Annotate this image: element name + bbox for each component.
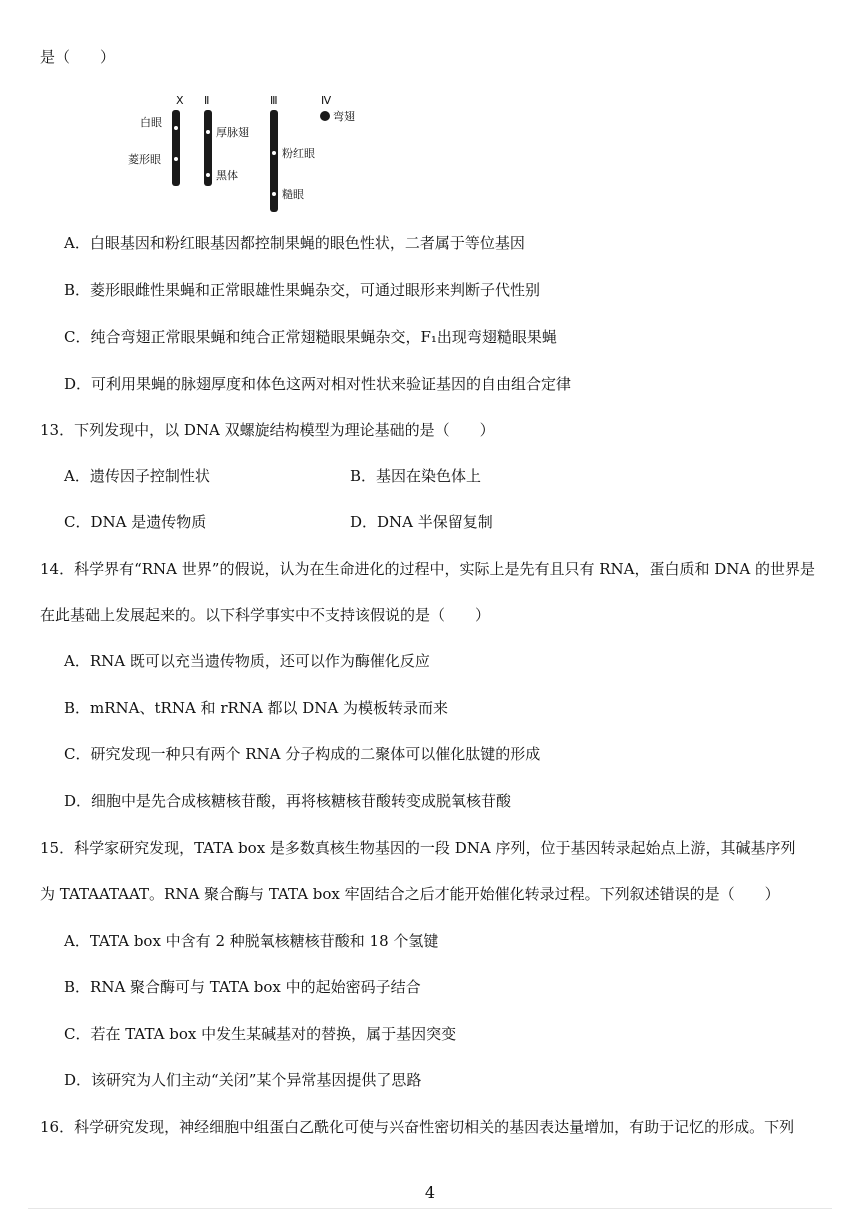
rhombic-eye-locus <box>174 157 178 161</box>
black-body-locus <box>206 173 210 177</box>
chromosome-diagram <box>120 88 380 216</box>
bent-wing-label: 弯翅 <box>333 110 355 123</box>
q15-option-d: D．该研究为人们主动“关闭”某个异常基因提供了思路 <box>64 1071 422 1089</box>
black-body-label: 黑体 <box>216 169 238 182</box>
chromosome-3-label: Ⅲ <box>270 94 278 107</box>
q12-option-a: A．白眼基因和粉红眼基因都控制果蝇的眼色性状，二者属于等位基因 <box>64 234 525 252</box>
chromosome-4 <box>320 111 330 121</box>
q15-option-a: A．TATA box 中含有 2 种脱氧核糖核苷酸和 18 个氢键 <box>64 932 439 950</box>
page-divider <box>28 1208 832 1209</box>
page-number: 4 <box>424 1183 436 1202</box>
chromosome-x <box>172 110 180 186</box>
q13-stem: 13．下列发现中，以 DNA 双螺旋结构模型为理论基础的是（ ） <box>40 421 495 439</box>
chromosome-4-label: Ⅳ <box>321 94 332 107</box>
q15-stem-line2: 为 TATAATAAT。RNA 聚合酶与 TATA box 牢固结合之后才能开始催化转录过程。下列叙述错误的是（ ） <box>40 885 780 903</box>
q15-stem-line1: 15．科学家研究发现，TATA box 是多数真核生物基因的一段 DNA 序列，位于基因转录起始点上游，其碱基序列 <box>40 839 796 857</box>
q13-option-b: B．基因在染色体上 <box>350 467 482 485</box>
rough-eye-label: 糙眼 <box>282 188 304 201</box>
white-eye-label: 白眼 <box>140 116 162 129</box>
q12-option-b: B．菱形眼雌性果蝇和正常眼雄性果蝇杂交，可通过眼形来判断子代性别 <box>64 281 541 299</box>
thick-vein-locus <box>206 130 210 134</box>
pink-eye-label: 粉红眼 <box>282 147 315 160</box>
white-eye-locus <box>174 126 178 130</box>
chromosome-3 <box>270 110 278 212</box>
q15-option-c: C．若在 TATA box 中发生某碱基对的替换，属于基因突变 <box>64 1025 457 1043</box>
q15-option-b: B．RNA 聚合酶可与 TATA box 中的起始密码子结合 <box>64 978 421 996</box>
chromosome-2-label: Ⅱ <box>204 94 210 107</box>
q14-option-d: D．细胞中是先合成核糖核苷酸，再将核糖核苷酸转变成脱氧核苷酸 <box>64 792 512 810</box>
thick-vein-label: 厚脉翅 <box>216 126 249 139</box>
question-12-tail: 是（ ） <box>40 48 116 66</box>
q16-stem-line1: 16．科学研究发现，神经细胞中组蛋白乙酰化可使与兴奋性密切相关的基因表达量增加，有助于记忆的形成。下列 <box>40 1118 795 1136</box>
q12-option-c: C．纯合弯翅正常眼果蝇和纯合正常翅糙眼果蝇杂交，F₁出现弯翅糙眼果蝇 <box>64 328 557 346</box>
q14-stem-line1: 14．科学界有“RNA 世界”的假说，认为在生命进化的过程中，实际上是先有且只有 RNA，蛋白质和 DNA 的世界是 <box>40 560 815 578</box>
pink-eye-locus <box>272 151 276 155</box>
q13-option-d: D．DNA 半保留复制 <box>350 513 493 531</box>
chromosome-x-label: X <box>176 94 184 107</box>
q14-stem-line2: 在此基础上发展起来的。以下科学事实中不支持该假说的是（ ） <box>40 606 491 624</box>
q14-option-c: C．研究发现一种只有两个 RNA 分子构成的二聚体可以催化肽键的形成 <box>64 745 541 763</box>
q14-option-a: A．RNA 既可以充当遗传物质，还可以作为酶催化反应 <box>64 652 430 670</box>
q12-option-d: D．可利用果蝇的脉翅厚度和体色这两对相对性状来验证基因的自由组合定律 <box>64 375 572 393</box>
q14-option-b: B．mRNA、tRNA 和 rRNA 都以 DNA 为模板转录而来 <box>64 699 449 717</box>
q13-option-a: A．遗传因子控制性状 <box>64 467 210 485</box>
rhombic-eye-label: 菱形眼 <box>128 153 161 166</box>
rough-eye-locus <box>272 192 276 196</box>
q13-option-c: C．DNA 是遗传物质 <box>64 513 207 531</box>
